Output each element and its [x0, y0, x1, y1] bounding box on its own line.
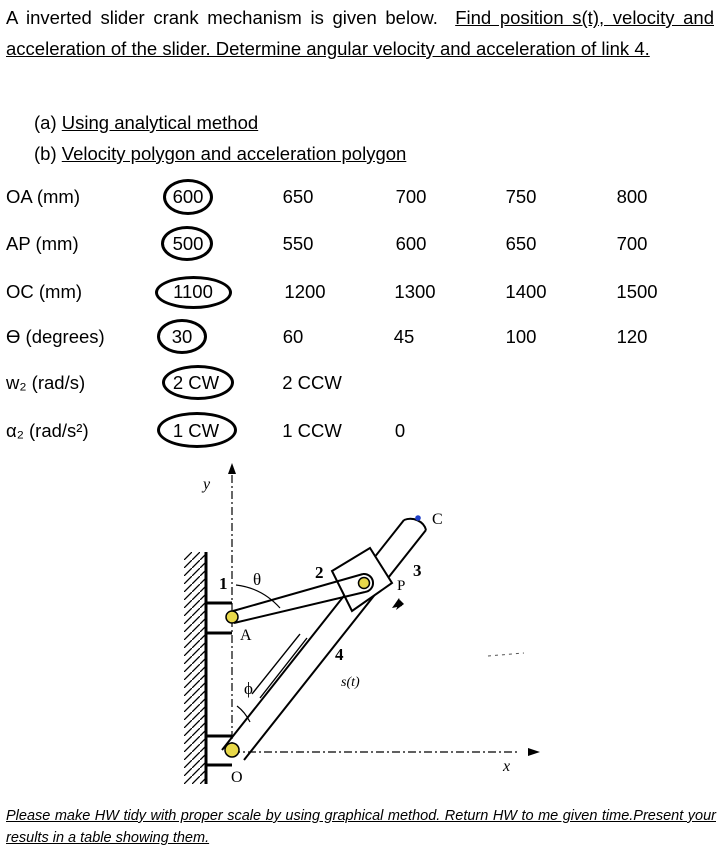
parts-list	[34, 107, 406, 169]
pin-a	[226, 611, 238, 623]
label-theta: θ	[253, 570, 262, 589]
cell: 2 CCW	[282, 372, 342, 393]
row-label-theta: ϴ (degrees)	[6, 326, 105, 347]
part-b: (b) Velocity polygon and acceleration polygon	[34, 143, 407, 164]
label-s: s(t)	[341, 675, 360, 690]
link-4	[222, 519, 426, 760]
selection-circle	[163, 179, 213, 215]
label-y: y	[203, 476, 211, 493]
cell: 1400	[505, 281, 547, 302]
problem-statement	[6, 2, 714, 64]
label-3: 3	[413, 561, 422, 580]
label-4: 4	[335, 645, 344, 664]
pin-p	[359, 578, 370, 589]
label-2: 2	[315, 563, 324, 582]
cell: 30	[171, 326, 193, 347]
cell: 750	[505, 186, 537, 207]
label-p-point: P	[397, 578, 406, 594]
footer-note: Please make HW tidy with proper scale by using graphical method. Return HW to me given time.Present your results in a table showing them.	[6, 808, 716, 846]
label-o: O	[231, 769, 243, 786]
cell: 500	[172, 233, 204, 254]
mechanism-diagram	[0, 455, 720, 795]
cell: 2 CW	[172, 372, 220, 393]
part-a: (a) Using analytical method	[34, 112, 259, 133]
row-label-w2: w₂ (rad/s)	[6, 372, 86, 393]
point-c-marker	[415, 515, 421, 521]
label-1: 1	[219, 574, 228, 593]
axes	[228, 463, 540, 756]
selection-circle	[155, 276, 232, 309]
label-a: A	[240, 627, 252, 644]
cell: 1500	[616, 281, 658, 302]
cell: 1200	[284, 281, 326, 302]
row-label-oc: OC (mm)	[6, 281, 83, 302]
cell: 600	[395, 233, 427, 254]
cell: 800	[616, 186, 648, 207]
label-x: x	[503, 758, 511, 775]
cell: 700	[616, 233, 648, 254]
row-label-alpha2: α₂ (rad/s²)	[6, 420, 89, 441]
cell: 550	[282, 233, 314, 254]
selection-circle	[157, 319, 207, 354]
pin-o	[225, 743, 239, 757]
x-axis-arrow-icon	[528, 748, 540, 756]
phi-arc	[237, 706, 250, 722]
cell: 650	[505, 233, 537, 254]
cell: 700	[395, 186, 427, 207]
selection-circle	[161, 226, 213, 261]
ground-wall	[184, 552, 206, 784]
cell: 600	[172, 186, 204, 207]
intro-task: Find position s(t), velocity and acceleration of the slider. Determine angular velocity and acceleration of link 4.	[6, 7, 714, 59]
cell: 45	[393, 326, 415, 347]
cell: 1100	[173, 281, 213, 302]
y-axis-arrow-icon	[228, 463, 236, 474]
label-phi: ϕ	[244, 679, 253, 698]
label-c: C	[432, 511, 443, 528]
selection-circle	[162, 365, 234, 400]
cell: 60	[282, 326, 304, 347]
cell: 1300	[394, 281, 436, 302]
cell: 1 CCW	[282, 420, 342, 441]
selection-circle	[157, 412, 237, 448]
cell: 650	[282, 186, 314, 207]
row-label-ap: AP (mm)	[6, 233, 79, 254]
cell: 120	[616, 326, 648, 347]
cell: 0	[394, 420, 406, 441]
cell: 100	[505, 326, 537, 347]
cell: 1 CW	[172, 420, 220, 441]
row-label-oa: OA (mm)	[6, 186, 80, 207]
intro-plain: A inverted slider crank mechanism is given below.	[6, 7, 438, 28]
